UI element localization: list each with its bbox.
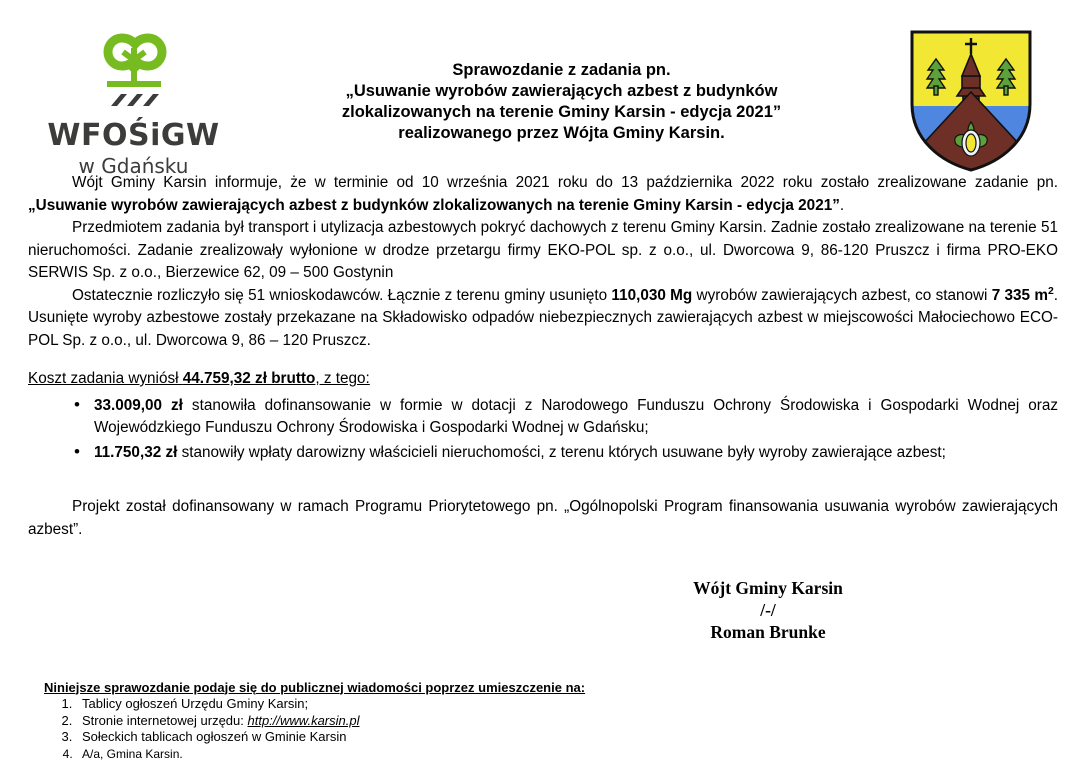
p3-part2: wyrobów zawierających azbest, co stanowi: [692, 286, 992, 304]
footer-list: [44, 696, 585, 762]
logo-subtitle: w Gdańsku: [78, 154, 189, 178]
paragraph-2: Przedmiotem zadania był transport i utylizacja azbestowych pokryć dachowych z terenu Gminy Karsin. Zadnie zostało zrealizowane na terenie 51 nieruchomości. Zadanie zrealizowały wyłonione w drodze przetargu firmy EKO-POL sp. z o.o., ul. Dworcowa 9, 86-120 Pruszcz i firma PRO-EKO SERWIS Sp. z o.o., Bierzewice 62, 09 – 500 Gostynin: [28, 219, 1058, 281]
title-line-2: „Usuwanie wyrobów zawierających azbest z budynków: [345, 82, 778, 100]
p1-part2: .: [839, 196, 845, 214]
title-line-4: realizowanego przez Wójta Gminy Karsin.: [398, 124, 725, 142]
bullet-2-text: stanowiły wpłaty darowizny właścicieli nieruchomości, z terenu których usuwane były wyroby zawierające azbest;: [177, 443, 946, 461]
p3-mass-value: 110,030 Mg: [611, 286, 693, 304]
signature-name: Roman Brunke: [710, 622, 826, 642]
publication-footer: [44, 680, 585, 763]
paragraph-4: Projekt został dofinansowany w ramach Programu Priorytetowego pn. „Ogólnopolski Program finansowania usuwania wyrobów zawierających azbest”.: [28, 498, 1058, 538]
karsin-coat-of-arms-icon: [906, 26, 1036, 174]
footer-item-3-text: Sołeckich tablicach ogłoszeń w Gminie Karsin: [82, 729, 347, 744]
cost-breakdown-list: [28, 395, 1058, 465]
p3-part1: Ostatecznie rozliczyło się 51 wnioskodawców. Łącznie z terenu gminy usunięto: [72, 286, 612, 304]
bullet-1-amount: 33.009,00 zł: [94, 396, 183, 414]
title-line-1: Sprawozdanie z zadania pn.: [452, 61, 671, 79]
bullet-2-amount: 11.750,32 zł: [94, 443, 178, 461]
crest-container: [882, 18, 1060, 174]
cost-summary-line: [28, 368, 1058, 391]
footer-item-1-text: Tablicy ogłoszeń Urzędu Gminy Karsin;: [82, 696, 309, 711]
cost-part2: , z tego:: [315, 370, 370, 387]
tree-logo-icon: [78, 26, 190, 118]
spacer: [28, 466, 1058, 496]
signature-role: Wójt Gminy Karsin: [693, 578, 843, 598]
wfosigw-logo: [26, 18, 241, 177]
spacer: [28, 352, 1058, 368]
footer-item-4-text: A/a, Gmina Karsin.: [82, 746, 183, 761]
footer-item-2-text: Stronie internetowej urzędu:: [82, 712, 248, 728]
signature-block: [558, 577, 1058, 643]
list-item: [76, 729, 585, 746]
karsin-website-link[interactable]: http://www.karsin.pl: [247, 712, 360, 728]
title-line-3: zlokalizowanych na terenie Gminy Karsin - edycja 2021”: [341, 103, 782, 121]
list-item: [94, 395, 1058, 440]
p3-area-superscript: 2: [1047, 285, 1054, 297]
paragraph-1: [28, 172, 1058, 217]
p3-area-value: [992, 287, 1054, 304]
document-header: [0, 0, 1086, 178]
p3-part3: . Usunięte wyroby azbestowe zostały przekazane na Składowisko odpadów niebezpiecznych zawierających azbest w miejscowości Małociechowo ECO-POL Sp. z o.o., ul. Dworcowa 9, 86 – 120 Pruszcz.: [28, 286, 1058, 349]
p3-area-number: 7 335 m: [991, 286, 1048, 304]
signature-mark: /-/: [760, 600, 776, 620]
bullet-1-text: stanowiła dofinansowanie w formie w dotacji z Narodowego Funduszu Ochrony Środowiska i Gospodarki Wodnej oraz Wojewódzkiego Funduszu Ochrony Środowiska i Gospodarki Wodnej w Gdańsku;: [94, 396, 1058, 436]
list-item: [76, 696, 585, 713]
list-item: [76, 746, 585, 763]
cost-part1: Koszt zadania wyniósł: [28, 370, 183, 387]
document-body: [0, 172, 1086, 643]
list-item: [94, 442, 1058, 465]
p1-task-name: „Usuwanie wyrobów zawierających azbest z budynków zlokalizowanych na terenie Gminy Karsin - edycja 2021”: [28, 196, 840, 214]
logo-acronym: WFOŚiGW: [47, 118, 220, 153]
footer-heading: Niniejsze sprawozdanie podaje się do publicznej wiadomości poprzez umieszczenie na:: [44, 679, 586, 695]
document-title: [241, 18, 882, 144]
list-item: [76, 713, 585, 730]
paragraph-3: [28, 285, 1058, 353]
cost-total-amount: 44.759,32 zł brutto: [182, 370, 316, 387]
p1-part1: Wójt Gminy Karsin informuje, że w terminie od 10 września 2021 roku do 13 października 2022 roku zostało zrealizowane zadanie pn.: [72, 174, 1058, 191]
